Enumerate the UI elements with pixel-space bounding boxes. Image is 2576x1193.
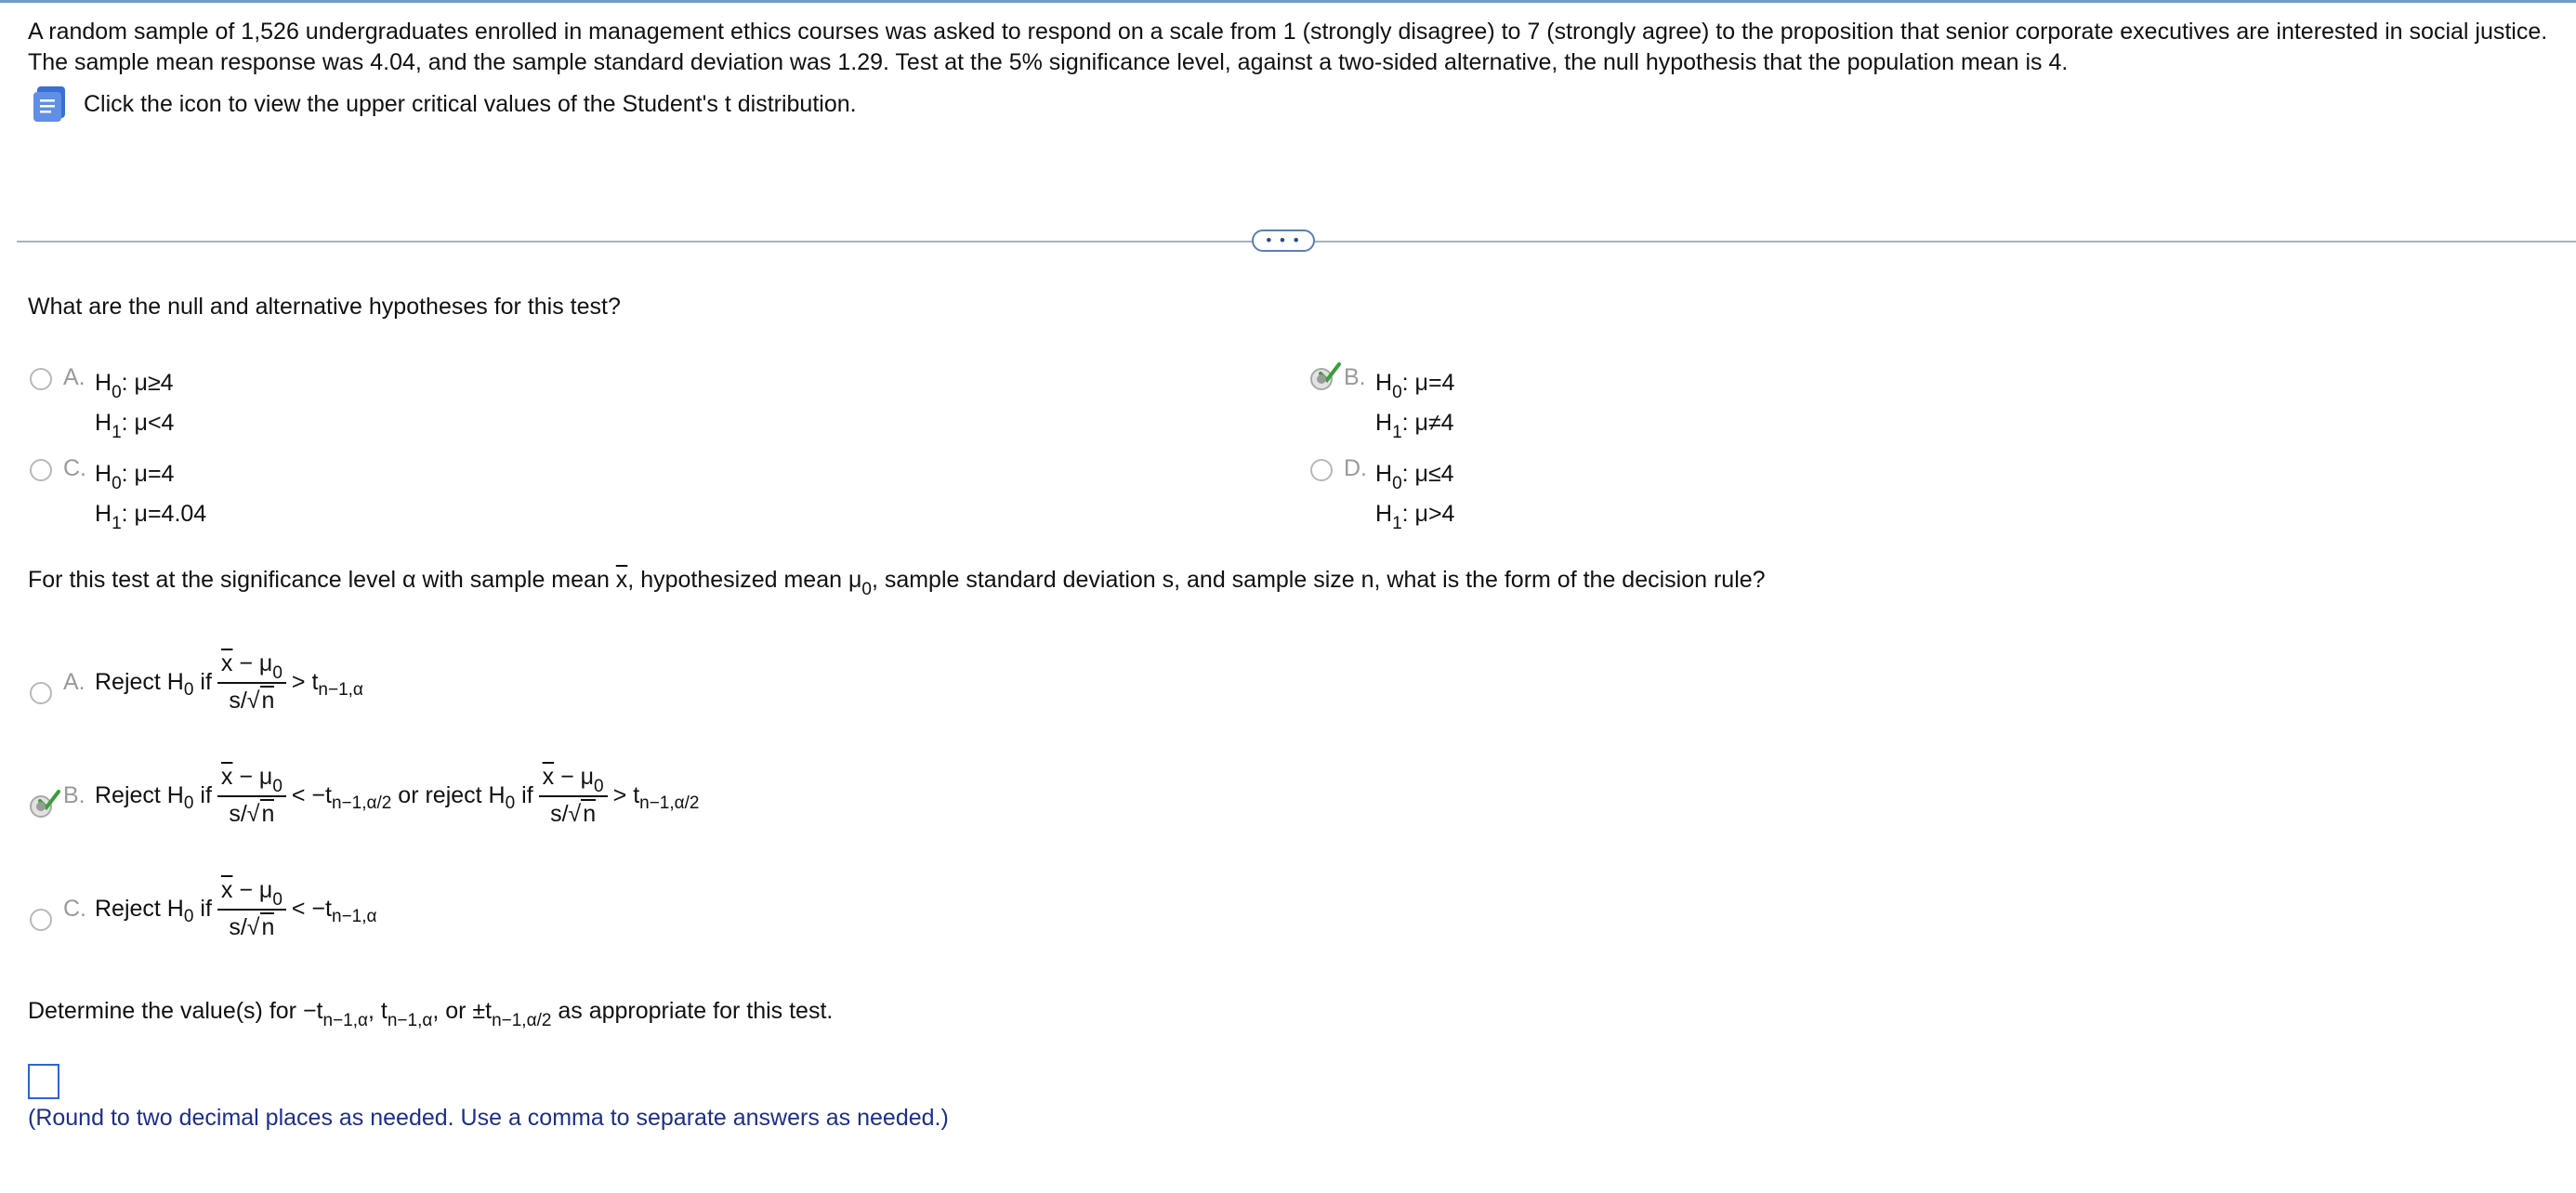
q2-option-a[interactable]: A. Reject H 0 if $\frac{\overline{x} - \mu_0}{s/√n}$ > t n−1,α — [30, 650, 363, 714]
option-letter: C. — [63, 896, 86, 922]
q3-prompt: Determine the value(s) for $-t_{n-1,\alpha}$, $t_{n-1,\alpha}$, or $\pm t_{n-1,\alpha/2}$ as appropriate for this test. — [28, 998, 834, 1030]
q2-option-c[interactable]: C. Reject H 0 if $\frac{\overline{x} - \mu_0}{s/√n}$ < − t n−1,α — [30, 877, 377, 941]
option-letter: B. — [63, 782, 85, 808]
answer-hint: (Round to two decimal places as needed. Use a comma to separate answers as needed.) — [28, 1105, 949, 1131]
answer-input[interactable] — [28, 1064, 59, 1099]
top-border — [0, 0, 2576, 3]
h0-value: μ=4 — [1414, 370, 1455, 396]
problem-statement: A random sample of 1,526 undergraduates enrolled in management ethics courses was asked to respond on a scale from 1 (strongly disagree) to 7 (strongly agree) to the proposition that senior corporate executives are interested in social justice. The sample mean response was 4.04, and the sample standard deviation was 1.29. Test at the 5% significance level, against a two-sided alternative, the null hypothesis that the population mean is 4. — [28, 19, 2548, 75]
book-icon[interactable] — [32, 85, 71, 124]
q1-option-c[interactable]: C. $H_0$: μ=4 $H_1$: μ=4.04 — [30, 455, 206, 535]
q1-prompt: What are the null and alternative hypotheses for this test? — [28, 294, 621, 320]
expand-more-button[interactable]: • • • — [1252, 229, 1315, 252]
radio-button[interactable] — [30, 368, 52, 390]
h0-value: μ≥4 — [134, 370, 174, 396]
q1-option-b[interactable]: B. $H_0$: μ=4 $H_1$: μ≠4 — [1310, 364, 1454, 444]
t-statistic-fraction: $\frac{\overline{x} - \mu_0}{s/√n}$ — [539, 764, 608, 828]
q1-option-d[interactable]: D. $H_0$: μ≤4 $H_1$: μ>4 — [1310, 455, 1454, 535]
h1-value: μ>4 — [1414, 501, 1455, 527]
option-letter: D. — [1344, 455, 1367, 481]
h0-value: μ=4 — [134, 461, 175, 487]
q2-prompt: For this test at the significance level α with sample mean $\overline{x}$, hypothesized mean $\mu_0$, sample standard deviation s, and sample size n, what is the form of the decision rule? — [28, 567, 1766, 599]
radio-button[interactable] — [30, 459, 52, 481]
h1-value: μ=4.04 — [134, 501, 207, 527]
checkmark-icon — [37, 788, 61, 812]
option-letter: B. — [1344, 364, 1366, 390]
reference-link-row[interactable] — [32, 84, 857, 125]
option-letter: A. — [63, 364, 85, 390]
t-statistic-fraction: $\frac{\overline{x} - \mu_0}{s/√n}$ — [217, 764, 286, 828]
option-letter: C. — [63, 455, 86, 481]
t-statistic-fraction: $\frac{\overline{x} - \mu_0}{s/√n}$ — [217, 877, 286, 941]
radio-button-selected[interactable] — [1310, 368, 1333, 390]
t-statistic-fraction: $\frac{\overline{x} - \mu_0}{s/√n}$ — [217, 650, 286, 714]
h1-value: μ≠4 — [1414, 410, 1454, 436]
radio-button[interactable] — [1310, 459, 1333, 481]
h1-value: μ<4 — [134, 410, 175, 436]
radio-button[interactable] — [30, 909, 52, 931]
radio-button-selected[interactable] — [30, 795, 52, 818]
q2-option-b[interactable]: B. Reject H 0 if $\frac{\overline{x} - \mu_0}{s/√n}$ < − t n−1,α/2 or reject H 0 if $\frac{\overline{x} - \mu_0}{s/√n}$ > t n−1,α/2 — [30, 764, 699, 828]
radio-button[interactable] — [30, 682, 52, 704]
reference-link-text[interactable]: Click the icon to view the upper critical values of the Student's t distribution. — [84, 90, 857, 117]
h0-value: μ≤4 — [1414, 461, 1454, 487]
option-letter: A. — [63, 669, 85, 695]
q1-option-a[interactable]: A. $H_0$: μ≥4 $H_1$: μ<4 — [30, 364, 174, 444]
checkmark-icon — [1318, 361, 1342, 385]
